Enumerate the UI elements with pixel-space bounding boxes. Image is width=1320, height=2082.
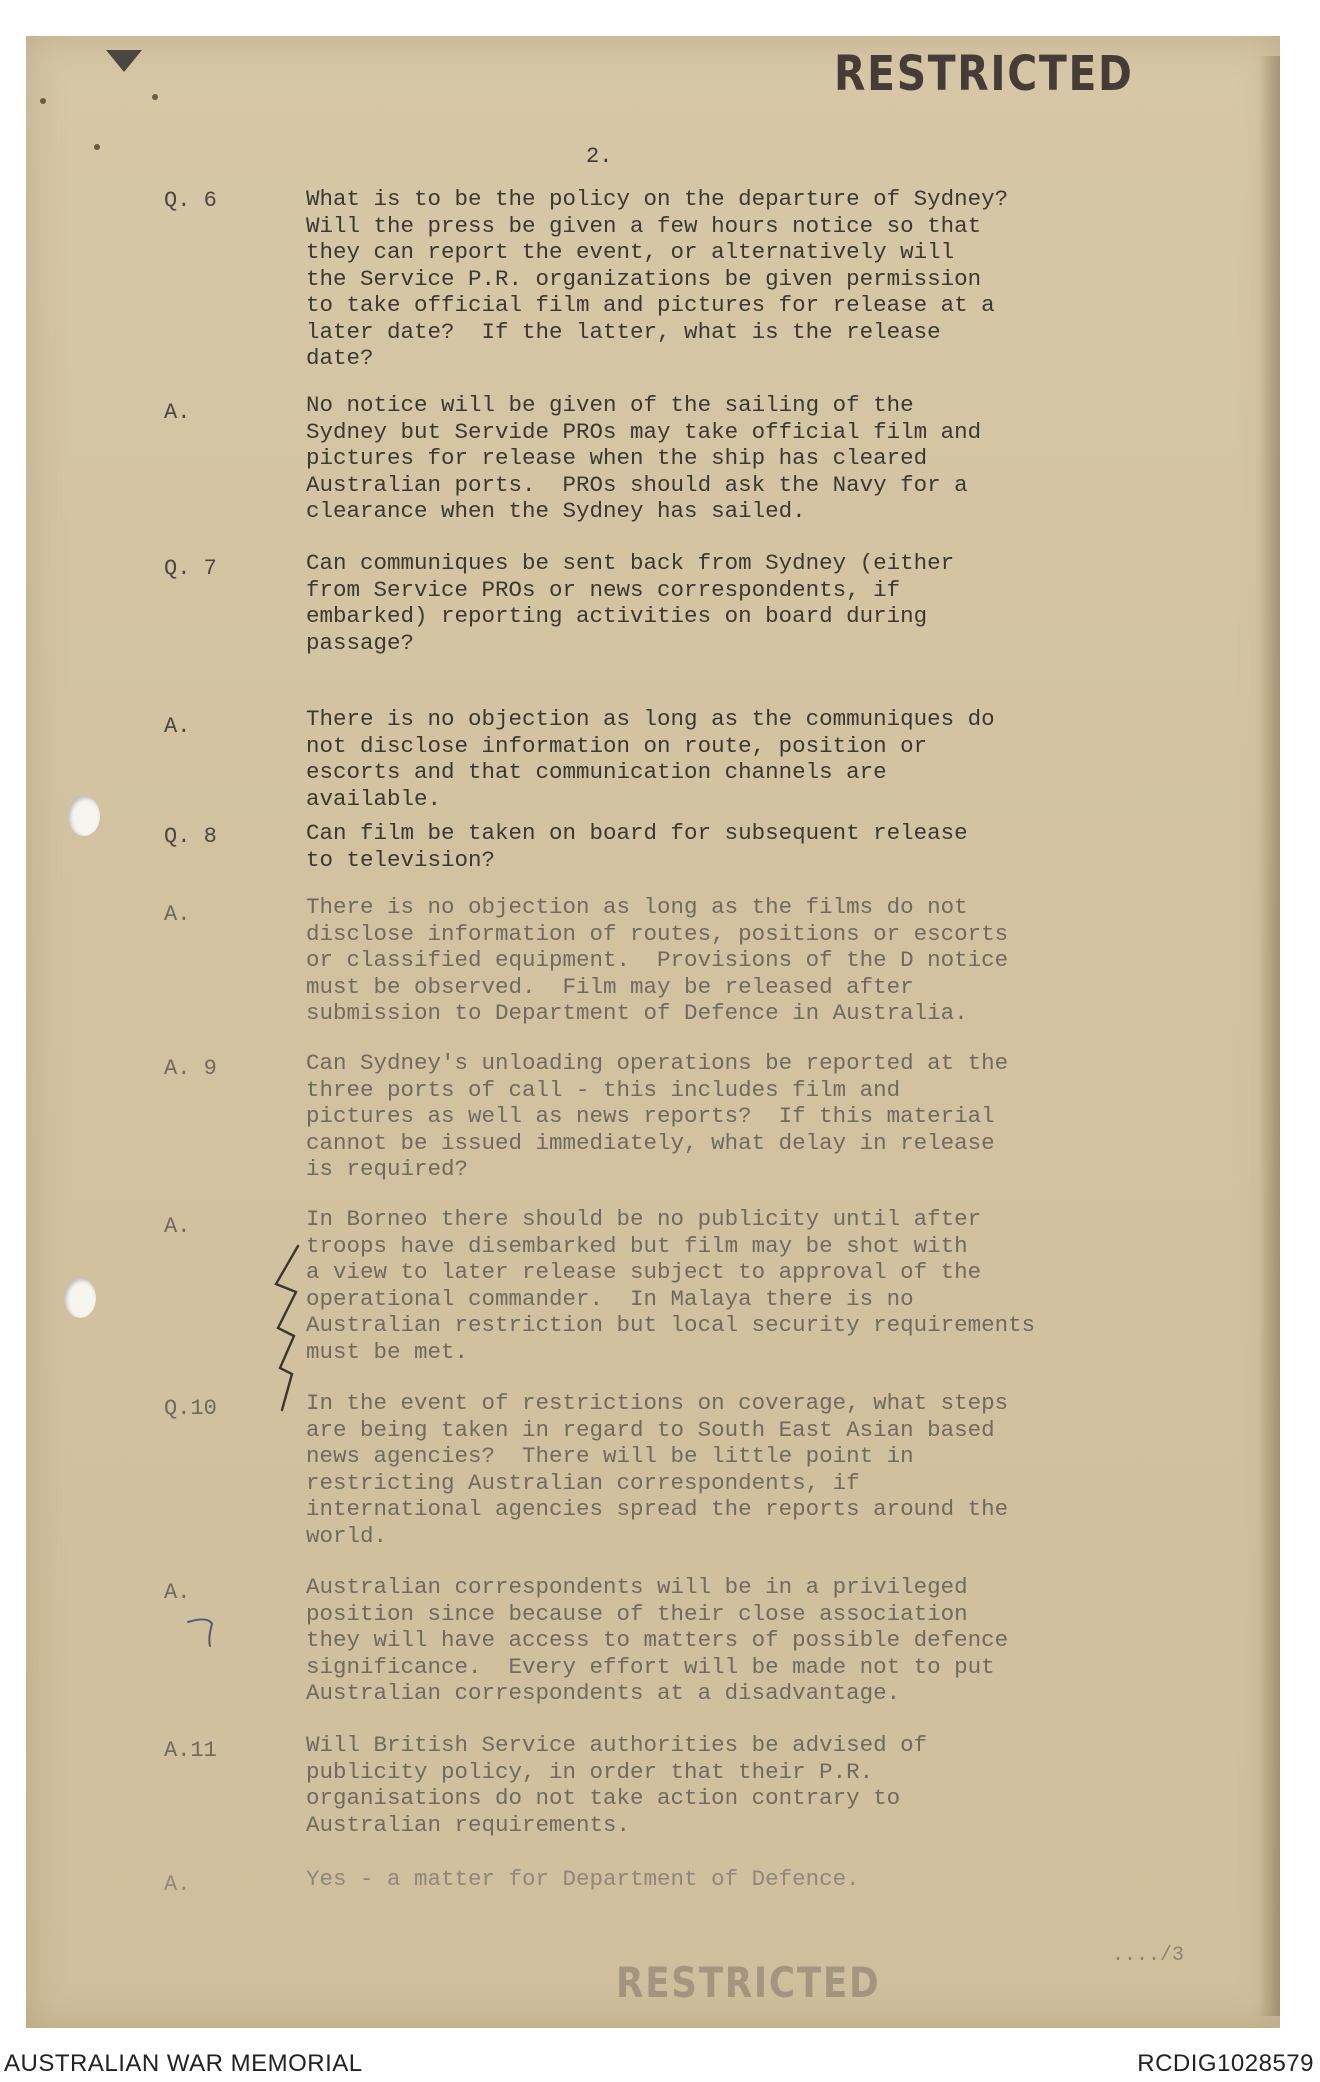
stain-dot [152, 94, 158, 100]
item-label: A. [164, 1580, 191, 1605]
restricted-stamp-top: RESTRICTED [834, 46, 1134, 102]
item-label: A. 9 [164, 1056, 217, 1081]
stain-dot [94, 144, 100, 150]
item-label: A. [164, 1872, 191, 1897]
question-text: What is to be the policy on the departure of Sydney? Will the press be given a few hours notice so that they can report the event, or alternatively will the Service P.R. organizations be given permission to take official film and pictures for release at a later date? If the latter, what is the release date? [306, 186, 1009, 371]
corner-mark [106, 50, 142, 72]
continuation-mark: ..../3 [1112, 1944, 1185, 1967]
answer-text: In Borneo there should be no publicity until after troops have disembarked but film may be shot with a view to later release subject to approval of the operational commander. In Malaya there is no Australian restriction but local security requirements must be met. [306, 1206, 1036, 1365]
answer-text: No notice will be given of the sailing of the Sydney but Servide PROs may take official film and pictures for release when the ship has cleared Australian ports. PROs should ask the Navy for a clearance when the Sydney has sailed. [306, 392, 982, 524]
document-page [26, 36, 1280, 2028]
item-label: A. [164, 400, 191, 425]
item-label: Q.10 [164, 1396, 217, 1421]
item-label: Q. 7 [164, 556, 217, 581]
pencil-tick-mark [184, 1614, 224, 1654]
item-label: A. [164, 1214, 191, 1239]
answer-text: Yes - a matter for Department of Defence. [306, 1866, 860, 1892]
item-label: A. [164, 714, 191, 739]
page-edge-shadow [1258, 56, 1280, 2016]
question-text: Will British Service authorities be advised of publicity policy, in order that their P.R. organisations do not take action contrary to Australian requirements. [306, 1732, 928, 1838]
stain-dot [40, 98, 46, 104]
answer-text: There is no objection as long as the communiques do not disclose information on route, position or escorts and that communication channels are available. [306, 706, 995, 812]
footer-record-id: RCDIG1028579 [1137, 2050, 1314, 2077]
answer-text: There is no objection as long as the films do not disclose information of routes, positions or escorts or classified equipment. Provisions of the D notice must be observed. Film may be released after submission to Department of Defence in Australia. [306, 894, 1009, 1026]
page-number: 2. [586, 144, 613, 169]
item-label: A. [164, 902, 191, 927]
punch-hole [68, 796, 100, 836]
question-text: Can Sydney's unloading operations be reported at the three ports of call - this includes film and pictures as well as news reports? If this material cannot be issued immediately, what delay in release is required? [306, 1050, 1009, 1182]
item-label: Q. 8 [164, 824, 217, 849]
answer-text: Australian correspondents will be in a privileged position since because of their close association they will have access to matters of possible defence significance. Every effort will be made not to put Australian correspondents at a disadvantage. [306, 1574, 1009, 1706]
restricted-stamp-bottom: RESTRICTED [616, 1958, 881, 2007]
question-text: Can communiques be sent back from Sydney (either from Service PROs or news correspondents, if embarked) reporting activities on board during passage? [306, 550, 955, 656]
pencil-margin-mark [268, 1244, 308, 1414]
footer-institution: AUSTRALIAN WAR MEMORIAL [4, 2050, 363, 2077]
question-text: In the event of restrictions on coverage, what steps are being taken in regard to South East Asian based news agencies? There will be little point in restricting Australian correspondents, if international agencies spread the reports around the world. [306, 1390, 1009, 1549]
item-label: Q. 6 [164, 188, 217, 213]
punch-hole [64, 1278, 96, 1318]
item-label: A.11 [164, 1738, 217, 1763]
question-text: Can film be taken on board for subsequent release to television? [306, 820, 968, 873]
